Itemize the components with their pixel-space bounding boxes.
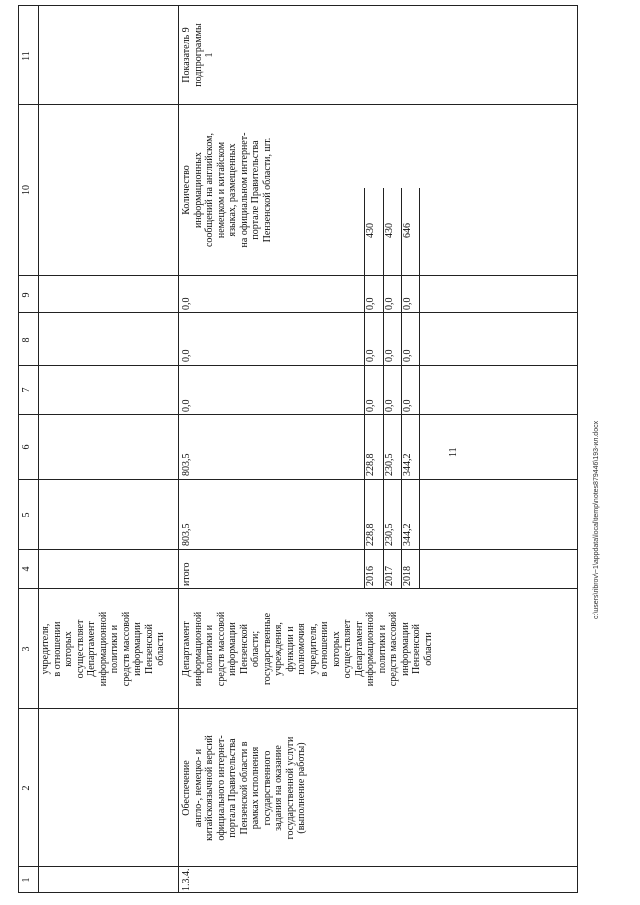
col-header-1: 1 bbox=[21, 877, 32, 883]
total-col8: 0,0 bbox=[181, 349, 192, 362]
total-col9: 0,0 bbox=[181, 297, 192, 310]
y2018-col8: 0,0 bbox=[402, 349, 413, 362]
rule-right bbox=[18, 5, 577, 6]
y2016-col6: 228,8 bbox=[365, 453, 376, 476]
y2018-col7: 0,0 bbox=[402, 399, 413, 412]
rule-row bbox=[178, 5, 179, 893]
rule-top bbox=[18, 5, 19, 893]
year-2016: 2016 bbox=[365, 566, 376, 586]
y2017-col10: 430 bbox=[384, 223, 395, 238]
year-total: итого bbox=[181, 562, 192, 586]
col-header-4: 4 bbox=[21, 566, 32, 572]
col-header-8: 8 bbox=[21, 337, 32, 343]
y2017-col5: 230,5 bbox=[384, 523, 395, 546]
total-col5: 803,5 bbox=[181, 523, 192, 546]
y2018-col6: 344,2 bbox=[402, 453, 413, 476]
year-2017: 2017 bbox=[384, 566, 395, 586]
y2017-col8: 0,0 bbox=[384, 349, 395, 362]
rule-col2 bbox=[18, 708, 577, 709]
rule-col9 bbox=[18, 275, 577, 276]
rule-year-end bbox=[419, 188, 420, 589]
col-header-2: 2 bbox=[21, 785, 32, 791]
activity-name: Обеспечение англо-, немецко- и китайскоязычной версий официального интернет- портала Правительства Пензенской области в рамках исполнения государственного задания на оказание государственной услуги (выполнение работы) bbox=[181, 735, 307, 841]
col-header-6: 6 bbox=[21, 444, 32, 450]
rule-col10 bbox=[18, 104, 577, 105]
total-col6: 803,5 bbox=[181, 453, 192, 476]
col-header-5: 5 bbox=[21, 512, 32, 518]
rule-left bbox=[18, 892, 577, 893]
total-col7: 0,0 bbox=[181, 399, 192, 412]
y2017-col7: 0,0 bbox=[384, 399, 395, 412]
col-header-3: 3 bbox=[21, 646, 32, 652]
col-header-10: 10 bbox=[21, 185, 32, 195]
row-number: 1.3.4. bbox=[181, 868, 192, 891]
rule-bottom bbox=[577, 5, 578, 893]
col-header-9: 9 bbox=[21, 292, 32, 298]
year-2018: 2018 bbox=[402, 566, 413, 586]
prev-row-executor: учредителя, в отношении которых осуществляет Департамент информационной политики и средств массовой информации Пензенской области bbox=[40, 611, 166, 687]
footer-file-path: c:\users\ribrov\~1\appdata\local\temp\notes879446\193-ил.docx bbox=[593, 420, 600, 619]
y2018-col9: 0,0 bbox=[402, 297, 413, 310]
rule-header bbox=[38, 5, 39, 893]
rule-col7 bbox=[18, 365, 577, 366]
y2017-col6: 230,5 bbox=[384, 453, 395, 476]
col-header-11: 11 bbox=[21, 51, 32, 61]
y2016-col9: 0,0 bbox=[365, 297, 376, 310]
y2018-col10: 646 bbox=[402, 223, 413, 238]
indicator-link: Показатель 9 подпрограммы 1 bbox=[181, 23, 215, 87]
col-header-7: 7 bbox=[21, 387, 32, 393]
rule-col8 bbox=[18, 312, 577, 313]
executor: Департамент информационной политики и средств массовой информации Пензенской области; государственные учреждения, функции и полномочия учредителя, в отношении которых осуществляет Департамент информационной политики и средств массовой информации Пензенской области bbox=[181, 611, 434, 687]
y2016-col8: 0,0 bbox=[365, 349, 376, 362]
y2017-col9: 0,0 bbox=[384, 297, 395, 310]
page-number: 11 bbox=[448, 447, 459, 457]
y2018-col5: 344,2 bbox=[402, 523, 413, 546]
y2016-col5: 228,8 bbox=[365, 523, 376, 546]
rule-col1 bbox=[18, 866, 577, 867]
rule-col4 bbox=[18, 549, 577, 550]
y2016-col7: 0,0 bbox=[365, 399, 376, 412]
y2016-col10: 430 bbox=[365, 223, 376, 238]
rule-col5 bbox=[18, 479, 577, 480]
indicator-name: Количество информационных сообщений на английском, немецком и китайском языках, размещенных на официальном интернет- портале Правительства Пензенской области, шт. bbox=[181, 132, 273, 248]
rule-col6 bbox=[18, 414, 577, 415]
rule-col3 bbox=[18, 588, 577, 589]
budget-table bbox=[18, 5, 577, 893]
